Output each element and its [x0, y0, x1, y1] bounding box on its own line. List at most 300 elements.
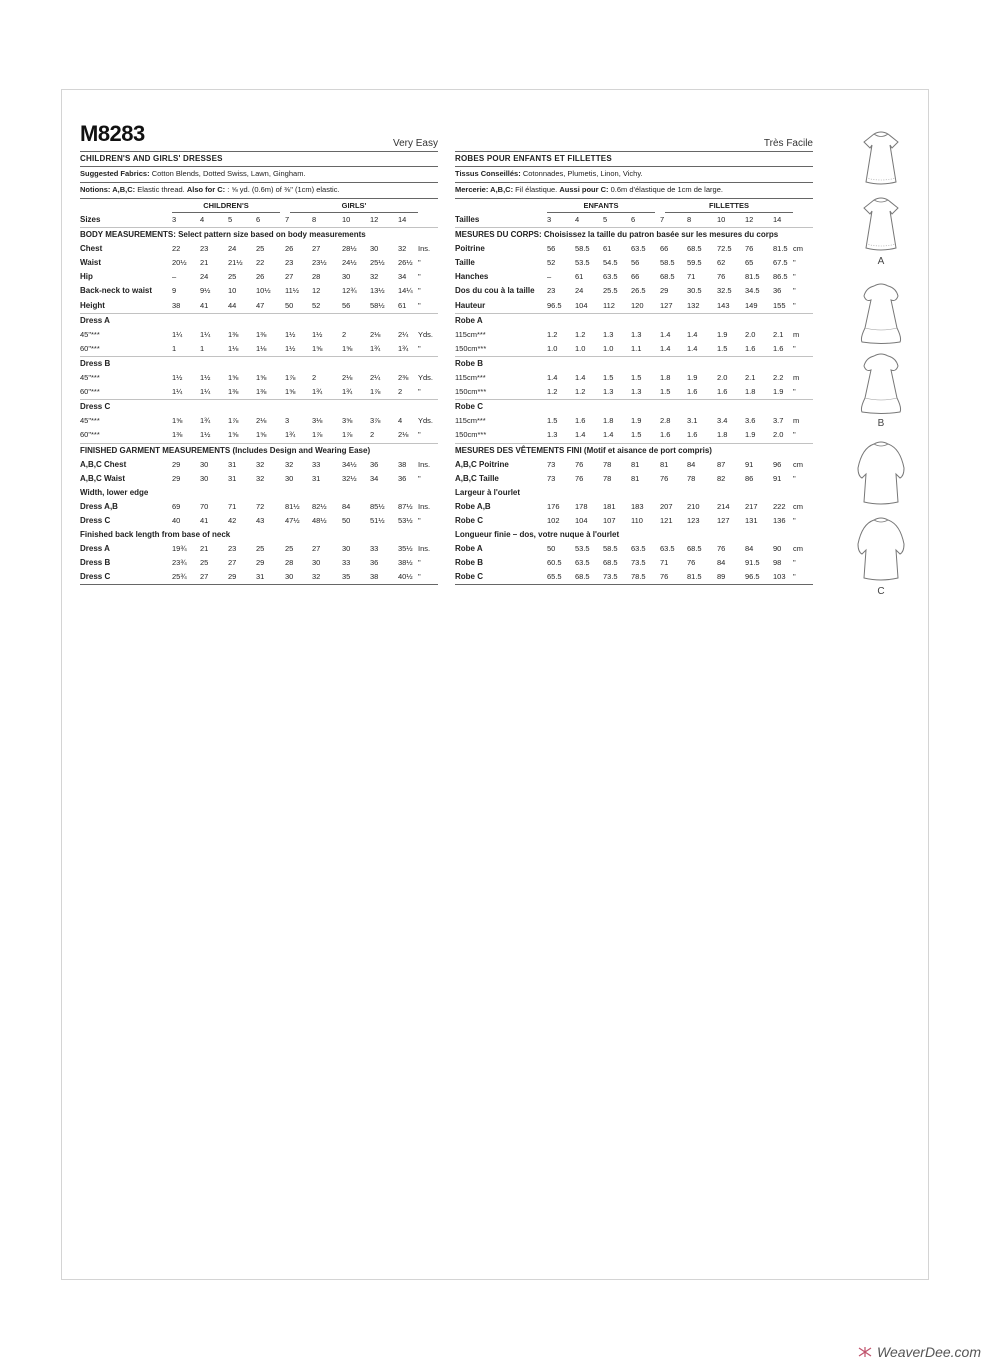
table-cell: 6	[631, 215, 636, 224]
row-label: 60"***	[80, 343, 100, 353]
table-cell: 10	[717, 215, 726, 224]
table-cell: 2.0	[745, 329, 756, 339]
table-cell: 1.1	[631, 343, 642, 353]
table-cell: 56	[342, 300, 351, 310]
table-cell: 149	[745, 300, 758, 310]
table-cell: 1.4	[660, 329, 671, 339]
unit-label: "	[418, 258, 421, 268]
table-cell: 13½	[370, 286, 385, 296]
table-cell: 1.3	[631, 329, 642, 339]
row-label: Robe A	[455, 544, 483, 554]
table-cell: 86.5	[773, 272, 788, 282]
table-cell: 81	[631, 473, 640, 483]
table-cell: 76	[687, 558, 696, 568]
table-cell: 61	[398, 300, 407, 310]
table-cell: 73.5	[631, 558, 646, 568]
dress-a-front-sketch	[854, 128, 908, 188]
unit-label: "	[418, 272, 421, 282]
table-cell: 222	[773, 501, 786, 511]
table-cell: 1⅜	[256, 329, 267, 339]
fabrics-line: Suggested Fabrics: Cotton Blends, Dotted Swiss, Lawn, Gingham.	[80, 169, 306, 178]
table-cell: 30	[370, 244, 379, 254]
unit-label: "	[793, 387, 796, 397]
table-row	[455, 414, 813, 428]
table-cell: 69	[172, 501, 181, 511]
table-cell: 2	[342, 329, 347, 339]
table-cell: 127	[660, 300, 673, 310]
footer-logo	[857, 1344, 981, 1360]
table-cell: 1.4	[603, 430, 614, 440]
table-cell: 104	[575, 515, 588, 525]
row-label: Tailles	[455, 215, 480, 224]
table-cell: 38	[398, 459, 407, 469]
table-cell: 3	[172, 215, 177, 224]
row-label: Dress C	[80, 572, 111, 582]
table-cell: 1.4	[575, 373, 586, 383]
table-cell: 58.5	[603, 544, 618, 554]
table-cell: 1.2	[575, 329, 586, 339]
row-label: 115cm***	[455, 416, 486, 426]
table-cell: 25	[256, 544, 265, 554]
table-row	[80, 556, 438, 570]
table-cell: 1.9	[745, 430, 756, 440]
table-row	[80, 542, 438, 556]
unit-label: "	[418, 558, 421, 568]
row-label: Dos du cou à la taille	[455, 286, 535, 296]
body-measurements-heading: BODY MEASUREMENTS: Select pattern size based on body measurements	[80, 230, 366, 240]
table-row	[455, 428, 813, 442]
table-cell: 5	[228, 215, 233, 224]
table-cell: 12¾	[342, 286, 357, 296]
table-cell: 1.8	[603, 416, 614, 426]
row-label: 115cm***	[455, 329, 486, 339]
table-cell: 3.6	[745, 416, 756, 426]
table-cell: 1¼	[172, 329, 183, 339]
table-cell: 2.0	[717, 373, 728, 383]
table-cell: 23	[228, 544, 237, 554]
measurement-table	[80, 213, 438, 584]
table-cell: 76	[717, 544, 726, 554]
row-label: 150cm***	[455, 343, 487, 353]
table-cell: 35	[342, 572, 351, 582]
table-cell: 2⅛	[342, 373, 353, 383]
table-cell: 1.4	[687, 343, 698, 353]
table-row	[80, 256, 438, 270]
back-length-heading: Longueur finie – dos, votre nuque à l'ourlet	[455, 530, 620, 540]
table-cell: 14	[398, 215, 407, 224]
table-cell: 217	[745, 501, 758, 511]
table-cell: 1.6	[660, 430, 671, 440]
table-cell: 25	[285, 544, 294, 554]
table-cell: 1.9	[631, 416, 642, 426]
table-cell: 54.5	[603, 258, 618, 268]
french-column	[455, 125, 813, 585]
table-cell: 53.5	[575, 544, 590, 554]
pattern-number: M8283	[80, 121, 145, 146]
table-cell: 31	[228, 459, 237, 469]
table-cell: 4	[575, 215, 580, 224]
table-cell: 2⅛	[398, 430, 409, 440]
table-cell: 10	[228, 286, 237, 296]
table-cell: 1.6	[745, 343, 756, 353]
table-cell: 1.6	[773, 343, 784, 353]
table-cell: 1.3	[603, 329, 614, 339]
table-cell: 104	[575, 300, 588, 310]
row-label: Hauteur	[455, 300, 486, 310]
table-cell: 1	[200, 343, 205, 353]
table-cell: 84	[342, 501, 351, 511]
table-cell: 1.0	[603, 343, 614, 353]
table-cell: 120	[631, 300, 644, 310]
table-row	[455, 458, 813, 472]
table-cell: 68.5	[660, 272, 675, 282]
table-cell: 1.8	[660, 373, 671, 383]
table-cell: 36	[773, 286, 782, 296]
footer-logo-text: WeaverDee.com	[876, 1344, 981, 1360]
unit-label: "	[793, 558, 796, 568]
table-cell: 96.5	[745, 572, 760, 582]
table-cell: 58.5	[660, 258, 675, 268]
table-cell: 1⅝	[228, 373, 239, 383]
table-cell: 1.4	[575, 430, 586, 440]
table-cell: 28	[312, 272, 321, 282]
table-cell: 1¾	[370, 343, 381, 353]
unit-label: "	[793, 473, 796, 483]
table-row	[80, 242, 438, 256]
table-cell: 53½	[398, 515, 413, 525]
table-cell: 90	[773, 544, 782, 554]
table-cell: 58.5	[575, 244, 590, 254]
view-sketches	[846, 128, 916, 608]
table-cell: 29	[172, 459, 181, 469]
table-cell: 91	[745, 459, 754, 469]
table-cell: 127	[717, 515, 730, 525]
table-cell: 9½	[200, 286, 211, 296]
table-cell: 41	[200, 515, 209, 525]
table-cell: 132	[687, 300, 700, 310]
view-letter-b: B	[877, 418, 885, 429]
table-cell: 51½	[370, 515, 385, 525]
notions-line: Mercerie: A,B,C: Fil élastique. Aussi pour C: 0.6m d'élastique de 1cm de large.	[455, 185, 723, 194]
unit-label: "	[418, 430, 421, 440]
table-row	[455, 328, 813, 342]
table-cell: 1⅝	[256, 430, 267, 440]
table-cell: 21	[200, 544, 209, 554]
table-cell: 4	[200, 215, 205, 224]
dress-c-front-sketch	[854, 438, 908, 508]
size-group-header	[80, 199, 438, 213]
table-cell: 1¾	[200, 416, 211, 426]
table-cell: 1½	[285, 329, 296, 339]
yardage-view-heading: Dress C	[80, 402, 111, 412]
table-cell: 91.5	[745, 558, 760, 568]
table-cell: 27	[228, 558, 237, 568]
table-cell: 1⅝	[312, 343, 323, 353]
table-cell: 12	[312, 286, 321, 296]
table-cell: 22	[172, 244, 181, 254]
table-cell: 33	[342, 558, 351, 568]
group-label-girls: GIRLS'	[290, 199, 418, 213]
table-cell: 89	[717, 572, 726, 582]
table-cell: 42	[228, 515, 237, 525]
table-cell: 3.7	[773, 416, 784, 426]
unit-label: "	[418, 473, 421, 483]
width-lower-edge-heading: Width, lower edge	[80, 487, 149, 497]
table-cell: 78.5	[631, 572, 646, 582]
view-letter-a: A	[877, 256, 885, 267]
row-label: 45"***	[80, 416, 100, 426]
table-cell: 71	[687, 272, 696, 282]
table-cell: 1.0	[575, 343, 586, 353]
table-cell: 63.5	[575, 558, 590, 568]
group-label-children: ENFANTS	[547, 199, 655, 213]
table-row	[455, 299, 813, 313]
table-cell: 81	[660, 459, 669, 469]
table-row	[455, 256, 813, 270]
unit-label: Yds.	[418, 329, 434, 339]
width-lower-edge-heading: Largeur à l'ourlet	[455, 487, 521, 497]
row-label: Hip	[80, 272, 93, 282]
table-cell: 85½	[370, 501, 385, 511]
row-label: 60"***	[80, 430, 100, 440]
table-cell: 1.3	[603, 387, 614, 397]
table-cell: 63.5	[603, 272, 618, 282]
unit-label: "	[793, 430, 796, 440]
row-label: Dress A,B	[80, 501, 118, 511]
unit-label: "	[418, 343, 421, 353]
table-cell: 40	[172, 515, 181, 525]
unit-label: m	[793, 373, 800, 383]
table-cell: 1.2	[547, 387, 558, 397]
table-cell: 1⅝	[256, 373, 267, 383]
table-cell: 183	[631, 501, 644, 511]
notions-line: Notions: A,B,C: Elastic thread. Also for C: : ⅝ yd. (0.6m) of ⅜" (1cm) elastic.	[80, 185, 340, 194]
table-cell: 96	[773, 459, 782, 469]
table-cell: 65	[745, 258, 754, 268]
table-cell: 50	[342, 515, 351, 525]
table-cell: 1.8	[745, 387, 756, 397]
table-row	[80, 514, 438, 528]
table-cell: 29	[256, 558, 265, 568]
table-cell: 5	[603, 215, 608, 224]
table-cell: 72	[256, 501, 265, 511]
table-cell: 25	[228, 272, 237, 282]
table-cell: 3	[547, 215, 552, 224]
table-cell: 1.9	[687, 373, 698, 383]
table-cell: 123	[687, 515, 700, 525]
table-cell: 50	[547, 544, 556, 554]
table-cell: 30	[200, 473, 209, 483]
table-cell: 84	[687, 459, 696, 469]
table-cell: 1.3	[631, 387, 642, 397]
row-label: 45"***	[80, 329, 100, 339]
table-cell: 28	[285, 558, 294, 568]
table-cell: 1⅜	[228, 387, 239, 397]
row-label: Poitrine	[455, 244, 485, 254]
unit-label: cm	[793, 459, 803, 469]
row-label: Dress C	[80, 515, 111, 525]
table-cell: 1⅛	[228, 343, 239, 353]
table-cell: 31	[256, 572, 265, 582]
table-cell: 3	[285, 416, 290, 426]
table-cell: 36	[370, 459, 379, 469]
table-row	[80, 428, 438, 442]
row-label: Hanches	[455, 272, 489, 282]
table-cell: 155	[773, 300, 786, 310]
unit-label: m	[793, 416, 800, 426]
difficulty-label: Très Facile	[763, 138, 813, 149]
table-cell: 1.2	[547, 329, 558, 339]
table-cell: 11½	[285, 286, 300, 296]
table-cell: 32½	[342, 473, 357, 483]
dress-a-back-sketch	[854, 194, 908, 254]
unit-label: "	[793, 272, 796, 282]
table-cell: 1¾	[312, 387, 323, 397]
table-cell: 40½	[398, 572, 413, 582]
table-cell: 1⅜	[172, 430, 183, 440]
table-cell: 72.5	[717, 244, 732, 254]
table-cell: 207	[660, 501, 673, 511]
table-cell: 1⅞	[370, 387, 381, 397]
size-group-header	[455, 199, 813, 213]
table-cell: –	[547, 272, 552, 282]
table-cell: 47	[256, 300, 265, 310]
table-cell: 3⅝	[342, 416, 353, 426]
table-cell: 1⅜	[256, 387, 267, 397]
unit-label: "	[793, 572, 796, 582]
table-row	[80, 371, 438, 385]
section-heading: CHILDREN'S AND GIRLS' DRESSES	[80, 154, 223, 163]
table-cell: 28½	[342, 244, 357, 254]
table-cell: 53.5	[575, 258, 590, 268]
dress-b-back-sketch	[854, 350, 908, 416]
unit-label: cm	[793, 544, 803, 554]
table-cell: 30	[285, 473, 294, 483]
table-cell: 43	[256, 515, 265, 525]
table-row	[455, 270, 813, 284]
table-cell: 1.5	[717, 343, 728, 353]
table-cell: 2.1	[773, 329, 784, 339]
table-cell: 31	[228, 473, 237, 483]
row-label: Robe A,B	[455, 501, 491, 511]
table-cell: 52	[312, 300, 321, 310]
table-cell: 1.4	[687, 329, 698, 339]
row-label: Height	[80, 300, 105, 310]
table-cell: 31	[312, 473, 321, 483]
table-cell: 143	[717, 300, 730, 310]
yardage-view-heading: Robe B	[455, 358, 483, 368]
table-cell: 30	[342, 544, 351, 554]
row-label: A,B,C Poitrine	[455, 459, 509, 469]
table-cell: 63.5	[631, 244, 646, 254]
table-cell: 2.2	[773, 373, 784, 383]
unit-label: cm	[793, 501, 803, 511]
table-cell: 1.5	[631, 430, 642, 440]
table-cell: 24	[200, 272, 209, 282]
table-row	[80, 270, 438, 284]
row-label: 60"***	[80, 387, 100, 397]
table-cell: 71	[660, 558, 669, 568]
table-cell: 2	[312, 373, 317, 383]
table-row	[80, 213, 438, 227]
table-cell: 32	[256, 473, 265, 483]
table-cell: 82	[717, 473, 726, 483]
yardage-view-heading: Robe C	[455, 402, 483, 412]
table-cell: 1.4	[547, 373, 558, 383]
table-cell: 2.1	[745, 373, 756, 383]
table-cell: 96.5	[547, 300, 562, 310]
row-label: A,B,C Waist	[80, 473, 126, 483]
table-cell: 25	[256, 244, 265, 254]
table-cell: 34½	[342, 459, 357, 469]
table-cell: 68.5	[603, 558, 618, 568]
unit-label: m	[793, 329, 800, 339]
table-cell: 86	[745, 473, 754, 483]
table-cell: 98	[773, 558, 782, 568]
table-cell: 102	[547, 515, 560, 525]
table-cell: 38	[172, 300, 181, 310]
table-cell: 19¾	[172, 544, 187, 554]
table-cell: 50	[285, 300, 294, 310]
table-cell: 23¾	[172, 558, 187, 568]
row-label: A,B,C Taille	[455, 473, 499, 483]
table-cell: 63.5	[631, 544, 646, 554]
table-cell: 71	[228, 501, 237, 511]
table-row	[455, 556, 813, 570]
table-cell: 1.2	[575, 387, 586, 397]
table-cell: 81½	[285, 501, 300, 511]
table-cell: 1⅞	[342, 430, 353, 440]
table-cell: 1⅝	[228, 430, 239, 440]
body-measurements-heading: MESURES DU CORPS: Choisissez la taille du patron basée sur les mesures du corps	[455, 230, 779, 240]
table-cell: 112	[603, 300, 615, 310]
table-cell: 87	[717, 459, 726, 469]
row-label: Chest	[80, 244, 103, 254]
row-label: Dress B	[80, 558, 111, 568]
unit-label: Ins.	[418, 459, 431, 469]
table-cell: 2.0	[773, 430, 784, 440]
table-cell: 1.0	[547, 343, 558, 353]
table-cell: 1.6	[687, 430, 698, 440]
table-cell: 1.4	[660, 343, 671, 353]
table-cell: 27	[312, 244, 321, 254]
table-row	[455, 542, 813, 556]
table-cell: 61	[575, 272, 584, 282]
table-cell: 1	[172, 343, 177, 353]
table-row	[455, 213, 813, 227]
table-cell: 32	[370, 272, 379, 282]
unit-label: "	[418, 387, 421, 397]
table-cell: 76	[660, 572, 669, 582]
table-cell: 110	[631, 515, 643, 525]
table-cell: 1⅞	[228, 416, 239, 426]
table-cell: 2⅛	[256, 416, 267, 426]
table-cell: 38	[370, 572, 379, 582]
table-cell: 27	[312, 544, 321, 554]
table-cell: 26	[285, 244, 294, 254]
table-cell: 56	[547, 244, 556, 254]
table-cell: 23	[547, 286, 556, 296]
table-cell: 2⅛	[370, 329, 381, 339]
finished-measurements-heading: MESURES DES VÊTEMENTS FINI (Motif et aisance de port compris)	[455, 445, 712, 455]
table-cell: 9	[172, 286, 177, 296]
table-cell: 62	[717, 258, 726, 268]
table-cell: 76	[575, 473, 584, 483]
table-cell: 67.5	[773, 258, 788, 268]
unit-label: "	[793, 286, 796, 296]
table-cell: 68.5	[575, 572, 590, 582]
table-cell: 3.1	[687, 416, 698, 426]
